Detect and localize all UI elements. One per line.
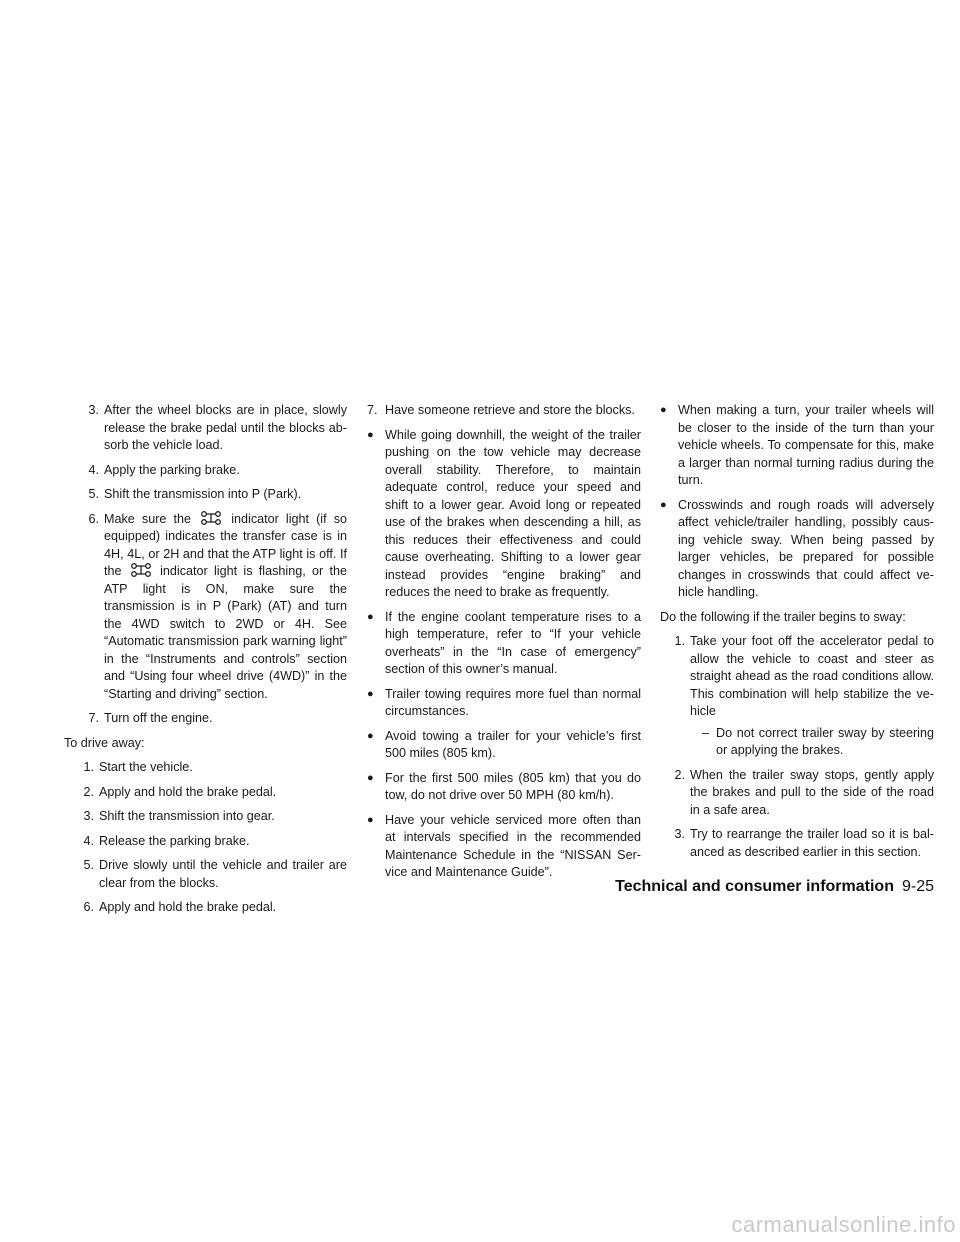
bullet-text: Trailer towing requires more fuel than normal circumstances. [385,686,641,718]
step-text: Shift the transmission into gear. [99,809,275,823]
step-text: Shift the transmission into P (Park). [104,487,302,501]
step-number: 1. [83,760,94,774]
step-7 [64,710,347,728]
dash-marker: – [702,725,710,740]
drive-away-heading: To drive away: [64,735,145,750]
step-3 [64,402,347,455]
step-text: Drive slowly until the vehicle and trailer are clear from the blocks. [99,858,347,890]
step-number: 3. [674,827,685,841]
bullet-text: While going downhill, the weight of the trailer pushing on the tow vehicle may decrease overall stability. Therefore, to maintain adequate control, reduce your speed and shift to a lower gear. Avoid long or repeated use of the brakes when descending a hill, as this reduces their effectiveness and could cause overheating. Shifting to a lower gear instead provides “engine braking” and reduces the need to brake as frequently. [385,427,641,599]
4wd-indicator-icon [130,563,152,577]
4wd-indicator-icon [200,511,222,525]
bullet-icon: ● [367,610,374,623]
bullet-text: Avoid towing a trailer for your vehicle’s first 500 miles (805 km). [385,728,641,760]
step-text: Start the vehicle. [99,760,193,774]
drive-step-3 [64,808,347,826]
bullet-text: When making a turn, your trailer wheels will be closer to the inside of the turn than your vehicle wheels. To compensate for this, make a larger than normal turning radius during the turn. [678,403,934,487]
step-number: 1. [674,634,685,648]
bullet-item [367,427,641,602]
column-middle [367,402,641,889]
sway-step-2 [660,767,934,820]
step-text [104,511,347,704]
step-text: Try to rearrange the trailer load so it is balanced as described earlier in this section. [690,827,934,859]
section-title: Technical and consumer information [615,878,894,895]
bullet-icon: ● [367,813,374,826]
sway-step-3 [660,826,934,861]
step-4 [64,462,347,480]
sway-sub-item [660,725,934,760]
step-number: 4. [88,462,99,477]
step-number: 3. [83,809,94,823]
drive-step-2 [64,784,347,802]
column-left [64,402,347,924]
bullet-text: Crosswinds and rough roads will adversely affect vehicle/trailer handling, possibly causing vehicle sway. When being passed by larger vehicles, be prepared for possible changes in crosswinds that could affect vehicle handling. [678,497,934,599]
bullet-icon: ● [367,771,374,784]
bullet-icon: ● [660,404,667,416]
step-text: Take your foot off the accelerator pedal to allow the vehicle to coast and steer as straight ahead as the road conditions allow. This combination will help stabilize the vehicle [690,634,934,718]
step-text: Have someone retrieve and store the blocks. [385,403,635,417]
sway-heading: Do the following if the trailer begins to sway: [660,609,906,624]
step-text: Turn off the engine. [104,711,213,725]
step-number: 2. [83,784,94,799]
watermark: carmanualsonline.info [731,1212,956,1237]
sway-step-1 [660,633,934,721]
bullet-text: If the engine coolant temperature rises to a high temperature, refer to “If your vehicle overheats” in the “In case of emergency” section of this owner’s manual. [385,609,641,676]
step-text: Release the parking brake. [99,833,250,848]
drive-step-5 [64,857,347,892]
page-number: 9-25 [901,878,934,895]
drive-step-4 [64,833,347,851]
bullet-icon: ● [367,687,374,700]
bullet-item [367,609,641,679]
step-number: 7. [88,711,99,725]
bullet-icon: ● [367,729,374,742]
page-footer [615,878,934,896]
column-right [660,402,934,868]
step-6 [64,511,347,704]
sub-item-text: Do not correct trailer sway by steering or applying the brakes. [716,725,934,757]
bullet-item [367,812,641,882]
step-text: After the wheel blocks are in place, slowly release the brake pedal until the blocks absorb the vehicle load. [104,403,347,452]
step-6-text-part-1: Make sure the [104,511,191,526]
step-number: 7. [367,403,378,417]
bullet-icon: ● [367,428,374,441]
step-number: 3. [88,403,99,417]
step-text: Apply the parking brake. [104,462,240,477]
bullet-icon: ● [660,498,667,511]
step-text: When the trailer sway stops, gently apply the brakes and pull to the side of the road in a safe area. [690,767,934,817]
step-5 [64,486,347,504]
bullet-item [660,402,934,490]
bullet-text: Have your vehicle serviced more often than at intervals specified in the recommended Maintenance Schedule in the “NISSAN Service and Maintenance Guide”. [385,812,641,879]
step-text: Apply and hold the brake pedal. [99,900,277,914]
step-number: 5. [83,858,94,872]
bullet-item [367,686,641,721]
step-number: 6. [88,511,99,526]
step-number: 2. [674,767,685,782]
bullet-item [660,497,934,602]
step-6-text-part-3: indicator light is flashing, or the ATP light is ON, make sure the transmission is in P (Park) (AT) and turn the 4WD switch to 2WD or 4H. See “Automatic transmission park warning light” in the “Instruments and controls” section and “Using four wheel drive (4WD)” in the “Starting and driving” section. [104,564,347,701]
step-number: 4. [83,833,94,848]
step-6-text-part-2: indicator light (if so equipped) indicates the transfer case is in 4H, 4L, or 2H and that the ATP light is off. If the [104,511,348,578]
drive-step-6 [64,899,347,917]
step-text: Apply and hold the brake pedal. [99,784,277,799]
bullet-item [367,770,641,805]
step-number: 5. [88,487,99,501]
bullet-item [367,728,641,763]
drive-step-1 [64,759,347,777]
bullet-text: For the first 500 miles (805 km) that you do tow, do not drive over 50 MPH (80 km/h). [385,770,641,802]
step-number: 6. [83,900,94,914]
step-7-retrieve [367,402,641,420]
